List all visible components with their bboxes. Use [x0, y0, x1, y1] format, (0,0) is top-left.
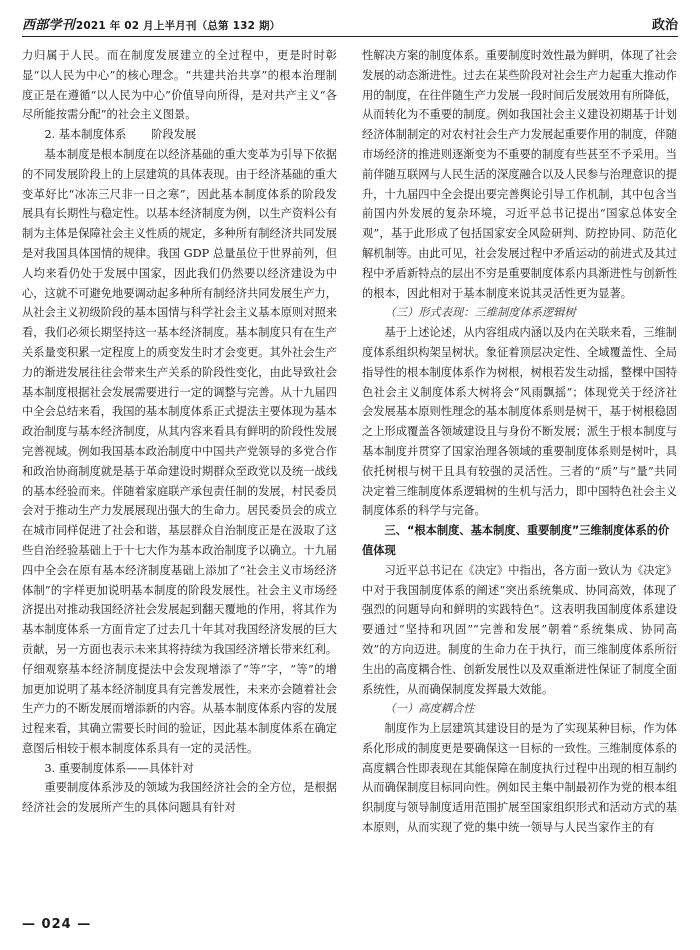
subsection-heading-basic-system — [22, 125, 337, 145]
running-header — [22, 14, 678, 37]
journal-brand: 西部学刊 — [22, 18, 75, 33]
section-heading-value: 三、“根本制度、基本制度、重要制度”三维制度体系的价值体现 — [362, 524, 670, 557]
right-column — [362, 46, 677, 838]
subsection-heading-coupling: （一）高度耦合性 — [384, 702, 475, 716]
journal-issue: 2021 年 02 月上半月刊（总第 132 期） — [75, 20, 281, 32]
right-paragraph-3: 制度作为上层建筑其建设目的是为了实现某种目标，作为体系化形成的制度更是要确保这一目标的一致性。三维制度体系的高度耦合性即表现在其能保障在制度执行过程中出现的相互制约从而确保制度目标同向性。例如民主集中制最初作为党的根本组织制度与领导制度适用范围扩展至国家组织形式和活动方式的基本原则，从而实现了党的集中统一领导与人民当家作主的有 — [362, 722, 678, 835]
subsection-heading-basic-system-tail: 阶段发展 — [151, 128, 197, 142]
subsection-heading-basic-system-text: 2. 基本制度体系 — [44, 128, 127, 142]
section-name: 政治 — [651, 18, 678, 33]
left-paragraph-1: 基本制度是根本制度在以经济基础的重大变革为引导下依据的不同发展阶段上的上层建筑的具体表现。由于经济基础的重大变革好比“冰冻三尺非一日之寒”，因此基本制度体系的阶段发展具有长期性与稳定性。以基本经济制度为例，以生产资料公有制为主体是保障社会主义性质的规定，多种所有制经济共同发展是对我国具体国情的规律。我国 GDP 总量虽位于世界前列，但人均来看仍处于发展中国家，因此我们仍然要以经济建设为中心，这就不可避免地要调动起多种所有制经济共同发展生产力，从社会主义初级阶段的基本国情与科学社会主义基本原则对照来看，我们必须长期坚持这一基本经济制度。基本制度只有在生产关系量变积累一定程度上的质变发生时才会变更。其外社会生产力的渐进发展往往会带来生产关系的阶段性变化，由此导致社会基本制度根据社会发展需要进行一定的调整与完善。从十九届四中全会总结来看，我国的基本制度体系正式提法主要体现为基本政治制度与基本经济制度，从其内容来看具有鲜明的阶段性发展完善视域。例如我国基本政治制度中中国共产党领导的多党合作和政治协商制度就是基于革命建设时期群众至政党以及统一战线的基本经验而来。伴随着家庭联产承包责任制的发展，村民委员会对于推动生产力发展展现出强大的生命力。居民委员会的成立在城市同样促进了社会和谐，基层群众自治制度正是在汲取了这些自治经验基础上于十七大作为基本政治制度予以确立。十九届四中全会在原有基本经济制度基础上添加了“社会主义市场经济体制”的字样更加说明基本制度的阶段发展性。社会主义市场经济提出对推动我国经济社会发展起到翻天覆地的作用，将其作为基本制度体系一方面肯定了过去几十年其对我国经济发展的巨大贡献，另一方面也表示未来其将持续为我国经济增长带来红利。仔细观察基本经济制度提法中会发现增添了“等”字，“等”的增加更加说明了基本经济制度具有完善发展性，未来亦会随着社会生产力的不断发展而增添新的内容。从基本制度体系内容的发展过程来看，其确立需要长时间的验证，因此基本制度体系在确定意图后相较于根本制度体系具有一定的灵活性。 — [22, 147, 338, 755]
left-column — [22, 46, 337, 818]
journal-info — [22, 14, 280, 36]
left-paragraph-2: 重要制度体系涉及的领域为我国经济社会的全方位，是根据经济社会的发展所产生的具体问题具有针对 — [22, 781, 338, 815]
page-number: — 024 — — [22, 917, 92, 932]
subsection-heading-important-system: 3. 重要制度体系——具体针对 — [44, 761, 194, 775]
right-paragraph-2: 习近平总书记在《决定》中指出，各方面一致认为《决定》中对于我国制度体系的阐述“突出系统集成、协同高效，体现了强烈的问题导向和鲜明的实践特色”。这表明我国制度体系建设要通过“坚持和巩固”“完善和发展”朝着“系统集成、协同高效”的方向迈进。制度的生命力在于执行，而三维制度体系所衍生出的高度耦合性、创新发展性以及双重渐进性保证了制度全面系统性，从而确保制度发挥最大效能。 — [362, 563, 678, 696]
right-paragraph-1: 基于上述论述，从内容组成内涵以及内在关联来看，三维制度体系组织构架呈树状。象征着顶层决定性、全域覆盖性、全局指导性的根本制度体系作为树根，树根若发生动摇，整棵中国特色社会主义制度体系大树将会“风雨飘摇”；体现党关于经济社会发展基本原则性理念的基本制度体系则是树干，基于树根稳固之上形成覆盖各领域建设且与身份不断发展；派生于根本制度与基本制度并贯穿了国家治理各领域的重要制度体系则是树叶，具依托树根与树干且具有较强的灵活性。三者的“质”与“量”共同决定着三维制度体系逻辑树的生机与活力，即中国特色社会主义制度体系的科学与完备。 — [362, 326, 678, 518]
right-paragraph-0: 性解决方案的制度体系。重要制度时效性最为鲜明，体现了社会发展的动态渐进性。过去在某些阶段对社会生产力起重大推动作用的制度，在往伴随生产力发展一段时间后发展效用有所降低，从而转化为不重要的制度。例如我国社会主义建设初期基于计划经济体制制定的对农村社会生产力发展起重要作用的制度，伴随市场经济的推进则逐渐变为不重要的制度有些甚至不予采用。当前伴随互联网与人民生活的深度融合以及人民参与治理意识的提升，十九届四中全会提出要完善舆论引导工作机制，其中包含当前国内外发展的复杂环境，习近平总书记提出“国家总体安全观”，基于此形成了包括国家安全风险研判、防控协同、防范化解机制等。由此可见，社会发展过程中矛盾运动的前进式及其过程中矛盾新特点的层出不穷是重要制度体系内具渐进性与创新性的根本，因此相对于基本制度来说其灵活性更为显著。 — [362, 49, 678, 300]
left-paragraph-0: 力归属于人民。而在制度发展建立的全过程中，更是时时彰显“以人民为中心”的核心理念。“共建共治共享”的根本治理制度正是在遵循“以人民为中心”价值导向所得，是对共产主义“各尽所能按需分配”的社会主义图景。 — [22, 49, 337, 122]
subsection-heading-logic-tree: （三）形式表现：三维制度体系逻辑树 — [384, 306, 576, 320]
